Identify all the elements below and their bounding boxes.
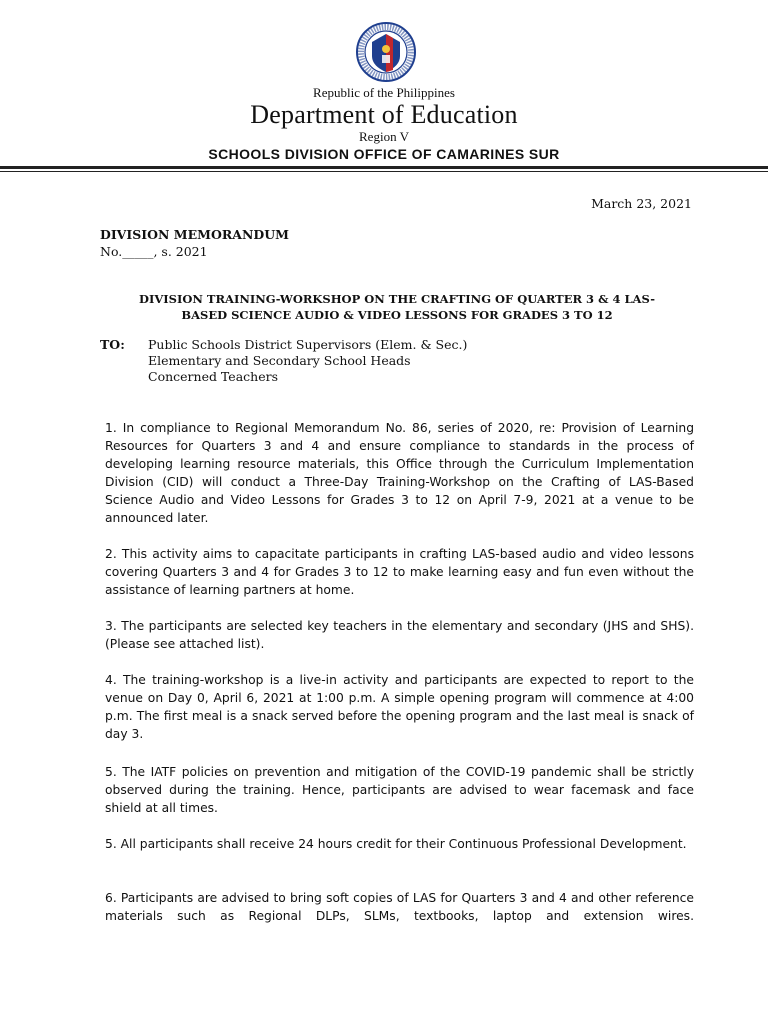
- body-paragraph: 6. Participants are advised to bring soft copies of LAS for Quarters 3 and 4 and other reference materials such as Regional DLPs, SLMs, textbooks, laptop and extension wires.: [105, 891, 694, 923]
- republic-line: Republic of the Philippines: [313, 85, 455, 100]
- subject-line: BASED SCIENCE AUDIO & VIDEO LESSONS FOR GRADES 3 TO 12: [181, 308, 613, 322]
- body-paragraph: 2. This activity aims to capacitate participants in crafting LAS-based audio and video lessons covering Quarters 3 and 4 for Grades 3 to 12 to make learning easy and fun even without the assistance of learning partners at home.: [105, 547, 694, 597]
- department-name: Department of Education: [250, 100, 518, 129]
- memo-date: March 23, 2021: [591, 196, 692, 211]
- region-line: Region V: [359, 129, 409, 144]
- subject-line: DIVISION TRAINING-WORKSHOP ON THE CRAFTING OF QUARTER 3 & 4 LAS-: [139, 292, 655, 306]
- deped-seal-icon: [356, 22, 416, 82]
- header-divider-thick: [0, 166, 768, 169]
- body-paragraph: 5. All participants shall receive 24 hours credit for their Continuous Professional Development.: [105, 837, 687, 851]
- body-paragraph: 3. The participants are selected key teachers in the elementary and secondary (JHS and SHS). (Please see attached list).: [105, 619, 694, 651]
- recipient-item: Elementary and Secondary School Heads: [148, 353, 411, 368]
- division-office-name: SCHOOLS DIVISION OFFICE OF CAMARINES SUR: [208, 146, 560, 162]
- recipient-item: Concerned Teachers: [148, 369, 278, 384]
- to-label: TO:: [100, 337, 125, 352]
- body-paragraph: 1. In compliance to Regional Memorandum No. 86, series of 2020, re: Provision of Learning Resources for Quarters 3 and 4 and ensure compliance to standards in the process of developing learning resource materials, this Office through the Curriculum Implementation Division (CID) will conduct a Three-Day Training-Workshop on the Crafting of LAS-Based Science Audio and Video Lessons for Grades 3 to 12 on April 7-9, 2021 at a venue to be announced later.: [105, 421, 694, 525]
- body-paragraph: 5. The IATF policies on prevention and mitigation of the COVID-19 pandemic shall be strictly observed during the training. Hence, participants are advised to wear facemask and face shield at all times.: [105, 765, 694, 815]
- recipient-list: [148, 337, 467, 385]
- header-divider-thin: [0, 171, 768, 172]
- memo-subject: [100, 291, 694, 323]
- body-paragraph: 4. The training-workshop is a live-in activity and participants are expected to report to the venue on Day 0, April 6, 2021 at 1:00 p.m. A simple opening program will commence at 4:00 p.m. The first meal is a snack served before the opening program and the last meal is snack of day 3.: [105, 673, 694, 741]
- memo-number: No._____, s. 2021: [100, 244, 208, 259]
- recipient-item: Public Schools District Supervisors (Elem. & Sec.): [148, 337, 468, 352]
- memo-title: DIVISION MEMORANDUM: [100, 227, 289, 242]
